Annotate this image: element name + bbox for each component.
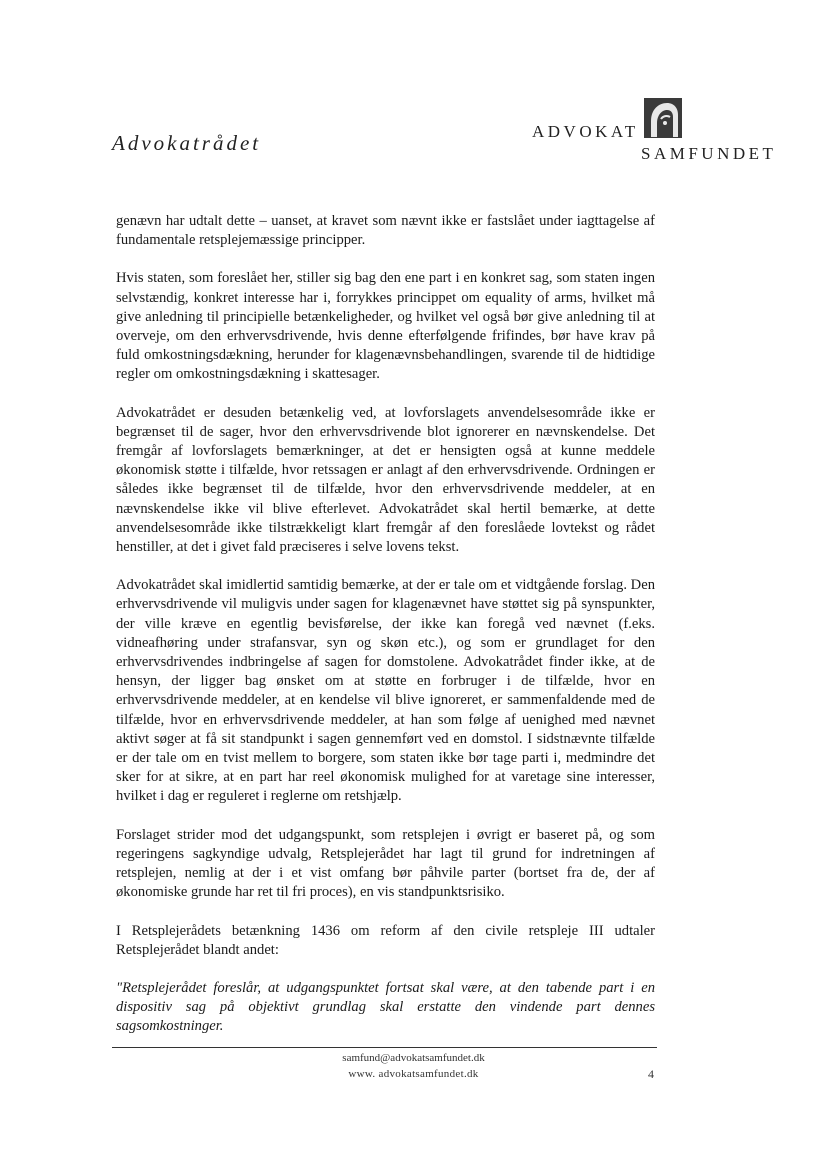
letter-body (116, 212, 655, 1056)
paragraph: I Retsplejerådets betænkning 1436 om reform af den civile retspleje III udtaler Retsplejerådet blandt andet: (116, 922, 655, 958)
knight-helmet-icon (643, 97, 683, 139)
paragraph: Hvis staten, som foreslået her, stiller sig bag den ene part i en konkret sag, som staten ingen selvstændig, konkret interesse har i, forrykkes princippet om equality of arms, hvilket må give anledning til principielle betænkeligheder, og hvilket vel også bør give anledning til at overveje, om den erhvervsdrivende, hvis denne efterfølgende frifindes, bør have krav på fuld omkostningsdækning, herunder for klagenævnsbehandlingen, svarende til de hidtidige regler om omkostningsdækning i skattesager. (116, 270, 655, 383)
quoted-paragraph: "Retsplejerådet foreslår, at udgangspunktet fortsat skal være, at den tabende part i en dispositiv sag på objektivt grundlag skal erstatte den vindende part dennes sagsomkostninger. (116, 979, 655, 1035)
logo-text-advokat: ADVOKAT (532, 122, 639, 141)
footer-divider (112, 1047, 657, 1048)
paragraph: Advokatrådet skal imidlertid samtidig bemærke, at der er tale om et vidtgående forslag. Den erhvervsdrivende vil muligvis under sagen for klagenævnet have støttet sig på synspunkter, der ville kræve en egentlig bevisførelse, der ikke kan foregå ved nævnet (f.eks. vidneafhøring under strafansvar, syn og skøn etc.), og som er grundlaget for den erhvervsdrivendes indbringelse af sagen for domstolene. Advokatrådet finder ikke, at de hensyn, der ligger bag ønsket om at støtte en forbruger i de tilfælde, hvor en erhvervsdrivende meddeler, at en kendelse vil blive ignoreret, er sammenfaldende med de tilfælde, hvor en erhvervsdrivende meddeler, at han som følge af uenighed med nævnet aktivt søger at få sit standpunkt i sagen gennemført ved en domstol. I sidstnævnte tilfælde er der tale om en tvist mellem to borgere, som staten ikke bør tage parti i, medmindre det sker for at sikre, at en part har reel økonomisk mulighed for at varetage sine interesser, hvilket i dag er reguleret i reglerne om retshjælp. (116, 577, 655, 805)
paragraph: genævn har udtalt dette – uanset, at kravet som nævnt ikke er fastslået under iagttagelse af fundamentale retsplejemæssige principper. (116, 213, 655, 249)
paragraph: Advokatrådet er desuden betænkelig ved, at lovforslagets anvendelsesområde ikke er begrænset til de sager, hvor den erhvervsdrivende blot ignorerer en nævnskendelse. Det fremgår af lovforslagets bemærkninger, at det er hensigten også at kunne meddele økonomisk støtte i tilfælde, hvor retssagen er anlagt af den erhvervsdrivende. Ordningen er således ikke begrænset til de tilfælde, hvor den erhvervsdrivende meddeler, at en nævnskendelse ikke vil blive efterlevet. Advokatrådet skal hertil bemærke, at dette anvendelsesområde ikke tilstrækkeligt klart fremgår af den foreslåede lovtekst og rådet henstiller, at det i givet fald præciseres i selve lovens tekst. (116, 404, 655, 556)
footer-website: www. advokatsamfundet.dk (348, 1068, 479, 1080)
footer-email: samfund@advokatsamfundet.dk (342, 1052, 485, 1064)
advokatsamfundet-logo (530, 96, 780, 166)
logo-text-samfundet: SAMFUNDET (641, 144, 777, 163)
header-title: Advokatrådet (112, 131, 262, 155)
page-number: 4 (648, 1067, 654, 1081)
paragraph: Forslaget strider mod det udgangspunkt, som retsplejen i øvrigt er baseret på, og som regeringens sagkyndige udvalg, Retsplejerådet har lagt til grund for indretningen af retsplejen, nemlig at der i et vist omfang bør påhvile parter (bortset fra de, der af økonomiske grunde har ret til fri proces), en vis standpunktsrisiko. (116, 826, 655, 901)
